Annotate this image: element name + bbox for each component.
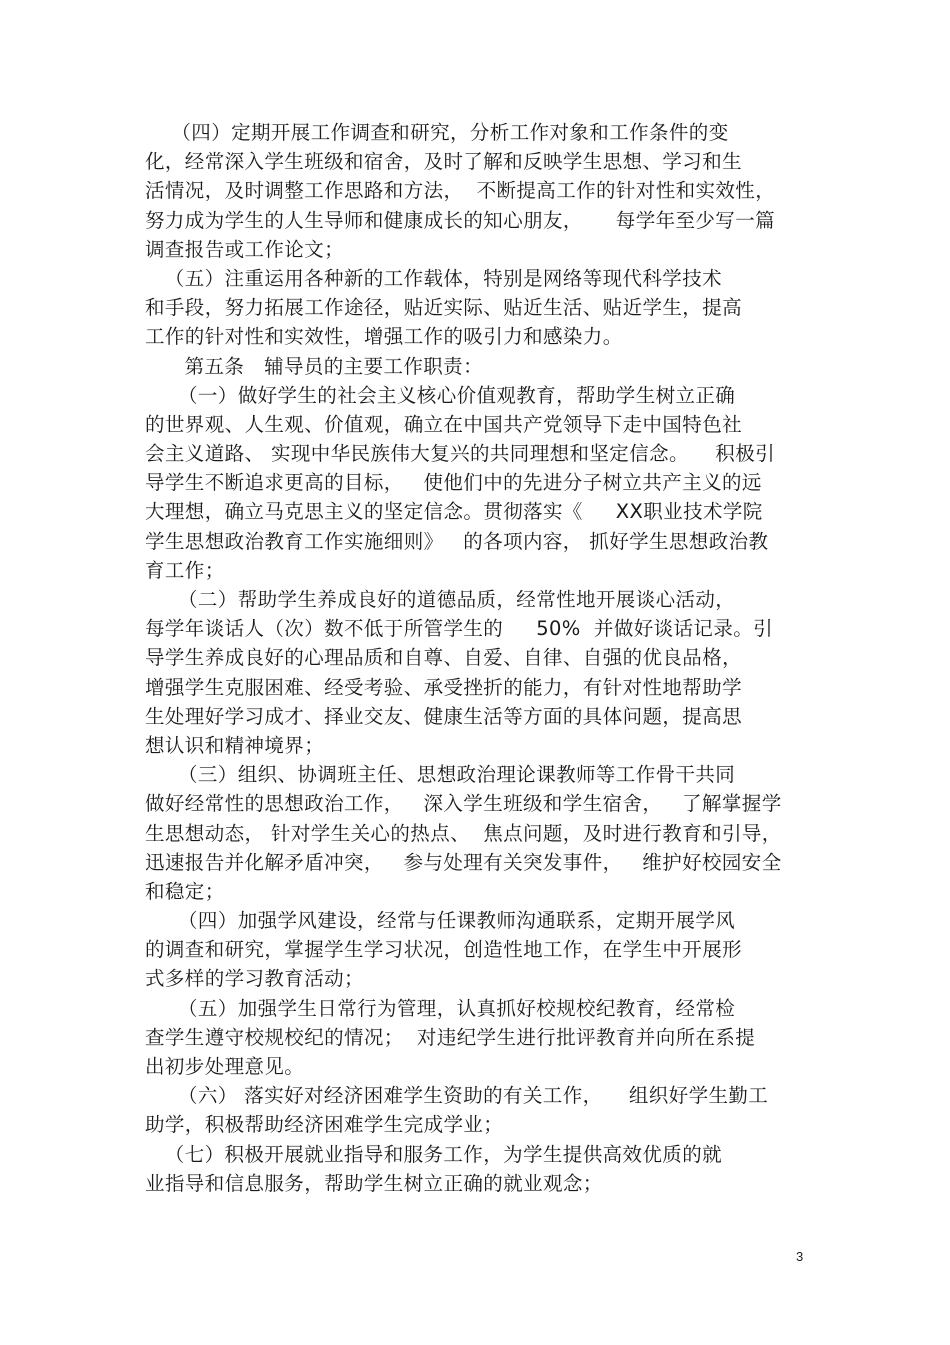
text-line: （二）帮助学生养成良好的道德品质，经常性地开展谈心活动，: [145, 588, 736, 611]
text-line: 大理想，确立马克思主义的坚定信念。贯彻落实《 XX职业技术学院: [145, 500, 763, 524]
text-line: （四）定期开展工作调查和研究，分析工作对象和工作条件的变: [145, 121, 729, 144]
text-line: 想认识和精神境界；: [145, 733, 325, 757]
text-line: 育工作；: [145, 558, 225, 582]
text-line: 努力成为学生的人生导师和健康成长的知心朋友， 每学年至少写一篇: [145, 208, 775, 232]
text-line: 的世界观、人生观、价值观，确立在中国共产党领导下走中国特色社: [145, 412, 743, 436]
text-line: 调查报告或工作论文；: [145, 237, 345, 261]
text-line: 每学年谈话人（次）数不低于所管学生的 50% 并做好谈话记录。引: [145, 617, 774, 641]
text-line: 生处理好学习成才、择业交友、健康生活等方面的具体问题，提高思: [145, 704, 743, 728]
text-line: 查学生遵守校规校纪的情况； 对违纪学生进行批评教育并向所在系提: [145, 1025, 756, 1049]
text-line: 活情况，及时调整工作思路和方法， 不断提高工作的针对性和实效性，: [145, 179, 776, 203]
text-line: 增强学生克服困难、经受考验、承受挫折的能力，有针对性地帮助学: [145, 675, 743, 699]
text-line: 学生思想政治教育工作实施细则》 的各项内容， 抓好学生思想政治教: [145, 529, 769, 553]
text-line: 做好经常性的思想政治工作， 深入学生班级和学生宿舍， 了解掌握学: [145, 792, 782, 816]
text-line: （六） 落实好对经济困难学生资助的有关工作， 组织好学生勤工: [145, 1084, 769, 1108]
text-line: 的调查和研究，掌握学生学习状况，创造性地工作，在学生中开展形: [145, 938, 743, 962]
text-line: （五）注重运用各种新的工作载体，特别是网络等现代科学技术: [145, 266, 722, 290]
text-line: （三）组织、协调班主任、思想政治理论课教师等工作骨干共同: [145, 763, 736, 787]
body-text: [145, 118, 810, 1198]
text-line: 工作的针对性和实效性，增强工作的吸引力和感染力。: [145, 325, 623, 349]
text-line: 导学生养成良好的心理品质和自尊、自爱、自律、自强的优良品格，: [145, 646, 743, 670]
page-number: 3: [796, 1249, 804, 1264]
text-line: 式多样的学习教育活动；: [145, 967, 364, 991]
text-line: 会主义道路、 实现中华民族伟大复兴的共同理想和坚定信念。 积极引: [145, 442, 775, 466]
text-line: 和手段，努力拓展工作途径，贴近实际、贴近生活、贴近学生，提高: [145, 296, 743, 320]
text-line: 化，经常深入学生班级和宿舍，及时了解和反映学生思想、学习和生: [145, 150, 743, 174]
text-line: 出初步处理意见。: [145, 1055, 305, 1078]
text-line: （七）积极开展就业指导和服务工作，为学生提供高效优质的就: [145, 1142, 722, 1166]
text-line: 生思想动态， 针对学生关心的热点、 焦点问题，及时进行教育和引导，: [145, 821, 782, 845]
text-line: 迅速报告并化解矛盾冲突， 参与处理有关突发事件， 维护好校园安全: [145, 850, 782, 874]
text-line: （一）做好学生的社会主义核心价值观教育，帮助学生树立正确: [145, 383, 736, 407]
text-line: 第五条 辅导员的主要工作职责：: [145, 354, 483, 378]
text-line: 业指导和信息服务，帮助学生树立正确的就业观念；: [145, 1171, 603, 1195]
text-line: （四）加强学风建设，经常与任课教师沟通联系，定期开展学风: [145, 909, 736, 933]
text-line: 助学，积极帮助经济困难学生完成学业；: [145, 1113, 504, 1137]
text-line: 和稳定；: [145, 879, 225, 903]
text-line: （五）加强学生日常行为管理，认真抓好校规校纪教育，经常检: [145, 996, 736, 1020]
text-line: 导学生不断追求更高的目标， 使他们中的先进分子树立共产主义的远: [145, 471, 762, 495]
